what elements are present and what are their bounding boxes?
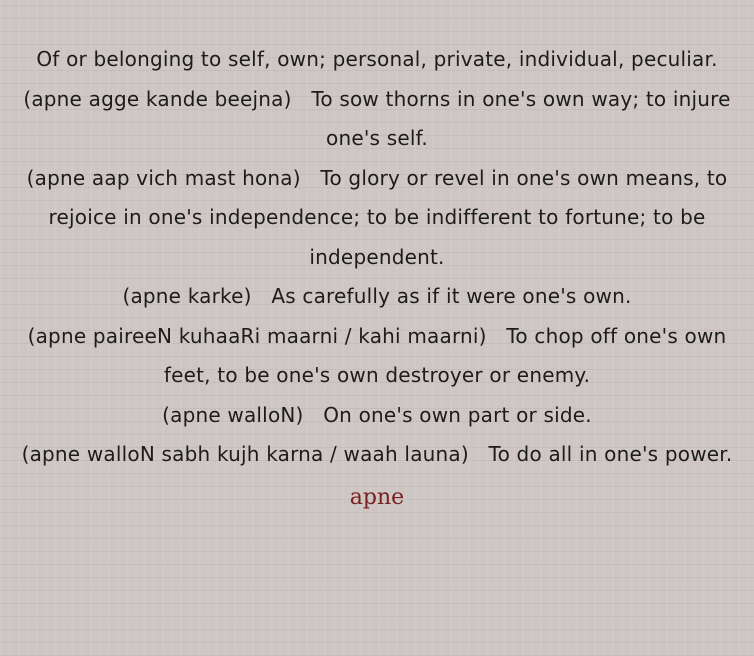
phrase-entry xyxy=(7,80,747,159)
phrase-entry xyxy=(7,435,747,475)
main-definition: Of or belonging to self, own; personal, private, individual, peculiar. xyxy=(36,47,718,71)
phrase-term: (apne agge kande beejna) xyxy=(23,86,292,111)
phrase-meaning: To glory or revel in one's own means, to rejoice in one's independence; to be indifferent to fortune; to be independent. xyxy=(48,165,728,269)
phrase-entry xyxy=(7,317,747,396)
phrase-entry xyxy=(7,277,747,317)
phrase-term: (apne karke) xyxy=(122,284,252,308)
phrase-meaning: As carefully as if it were one's own. xyxy=(271,284,632,308)
phrase-term: (apne walloN) xyxy=(162,402,304,427)
definition-text xyxy=(7,40,747,475)
phrase-meaning: On one's own part or side. xyxy=(323,402,592,427)
phrase-entry xyxy=(7,396,747,436)
phrase-term: (apne walloN sabh kujh karna / waah launa) xyxy=(21,442,469,466)
phrase-term: (apne paireeN kuhaaRi maarni / kahi maarni) xyxy=(27,323,487,348)
phrase-entry xyxy=(7,159,747,278)
headword: apne xyxy=(349,484,405,510)
phrase-meaning: To do all in one's power. xyxy=(488,442,733,466)
phrase-meaning: To chop off one's own feet, to be one's own destroyer or enemy. xyxy=(163,323,727,387)
phrase-term: (apne aap vich mast hona) xyxy=(26,165,301,190)
phrase-meaning: To sow thorns in one's own way; to injure one's self. xyxy=(311,86,731,150)
